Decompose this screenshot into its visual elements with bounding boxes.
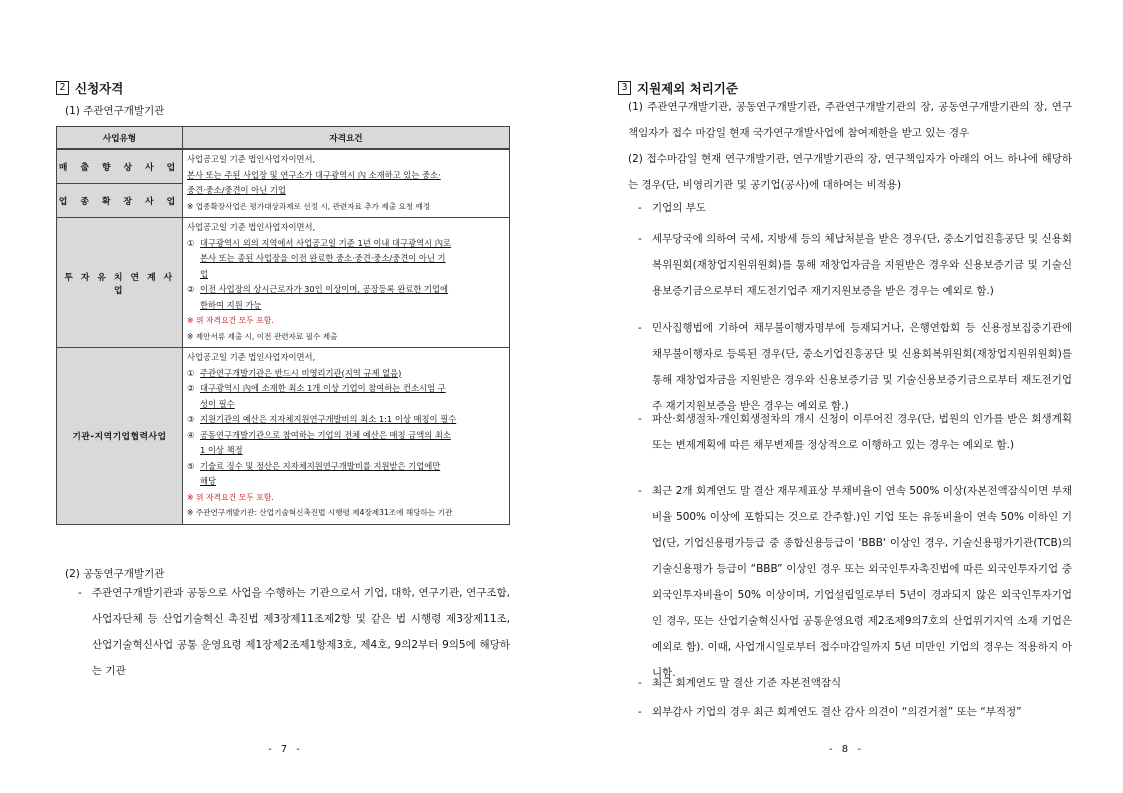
item-marker: ① — [187, 367, 195, 378]
dash-marker: - — [638, 202, 642, 214]
table-row — [57, 348, 510, 525]
item-line: 주관연구개발기관은 반드시 비영리기관(지역 규제 없음) — [200, 367, 402, 378]
type-institution-cooperation: 기관-지역기업협력사업 — [57, 348, 183, 525]
item-line: 성이 필수 — [200, 398, 235, 409]
type-business-expansion: 업 종 확 장 사 업 — [57, 184, 183, 218]
requirement-warning: ※ 위 자격요건 모두 포함. — [187, 316, 274, 325]
requirements-cell — [183, 218, 510, 348]
subheading-joint-institution: (2) 공동연구개발기관 — [65, 568, 165, 580]
dash-marker: - — [78, 587, 82, 599]
requirement-intro: 사업공고일 기준 법인사업자이면서, — [187, 352, 316, 362]
subitem-text: 외부감사 기업의 경우 최근 회계연도 결산 감사 의견이 “의견거절” 또는 “부적정” — [652, 706, 1022, 718]
section-heading — [56, 79, 123, 97]
subheading-lead-institution: (1) 주관연구개발기관 — [65, 105, 165, 117]
dash-marker: - — [638, 322, 642, 334]
subitem-text: 최근 회계연도 말 결산 기준 자본전액잠식 — [652, 677, 842, 689]
subitem-text: 민사집행법에 기하여 채무불이행자명부에 등재되거나, 은행연합회 등 신용정보집중기관에 채무불이행자로 등록된 경우(단, 중소기업진흥공단 및 신용회복위원회(재창업지원위원회)를 통해 재창업자금을 지원받은 경우와 신용보증기금 및 기술신용보증기금으로부터 재도전기업주 재기지원보증을 받은 경우는 예외로 함.) — [652, 322, 1072, 412]
requirement-warning: ※ 위 자격요건 모두 포함. — [187, 492, 274, 502]
section-title: 지원제외 처리기준 — [637, 81, 738, 96]
requirement-line: 사업공고일 기준 법인사업자이면서, — [187, 154, 316, 164]
section-number: 2 — [56, 81, 69, 95]
exclusion-subitem — [638, 699, 1072, 725]
item-line: 해당 — [200, 476, 217, 486]
item-line: 기술료 징수 및 정산은 지자체지원연구개발비를 지원받은 기업에만 — [200, 460, 441, 471]
exclusion-subitem — [638, 315, 1072, 419]
item-marker: ② — [187, 284, 195, 294]
page-number: - 8 - — [829, 744, 864, 755]
subitem-text: 최근 2개 회계연도 말 결산 재무제표상 부채비율이 연속 500% 이상(자본전액잠식이면 부채비율 500% 이상에 포함되는 것으로 간주함.)인 기업 또는 유동비율이 연속 50% 이하인 기업(단, 기업신용평가등급 중 종합신용등급이 'BBB' 이상인 경우, 기술신용평가기관(TCB)의 기술신용평가 등급이 “BBB” 이상인 경우 또는 외국인투자촉진법에 따른 외국인투자기업 중 외국인투자비율이 50% 이상이며, 기업설립일로부터 5년이 경과되지 않은 외국인투자기업인 경우, 또는 산업기술혁신사업 공통운영요령 제2조제9의7호의 산업위기지역 소재 기업은 예외로 함). 이때, 사업개시일로부터 접수마감일까지 5년 미만인 기업의 경우는 적용하지 아니함. — [652, 485, 1072, 679]
requirement-item — [187, 459, 505, 490]
requirement-item — [187, 282, 505, 313]
requirement-item — [187, 428, 505, 459]
requirement-note: ※ 업종확장사업은 평가대상과제로 선정 시, 관련자료 추가 제출 요청 예정 — [187, 201, 431, 211]
requirement-intro: 사업공고일 기준 법인사업자이면서, — [187, 222, 316, 232]
exclusion-subitem — [638, 670, 1072, 696]
item-line: 대구광역시 외의 지역에서 사업공고일 기준 1년 이내 대구광역시 內로 — [200, 237, 452, 248]
exclusion-subitem — [638, 406, 1072, 458]
page-7 — [0, 0, 561, 793]
dash-marker: - — [638, 677, 642, 689]
item-line: 1 이상 책정 — [200, 445, 243, 455]
table-row — [57, 218, 510, 348]
dash-marker: - — [638, 706, 642, 718]
item-line: 지원기관의 예산은 지자체지원연구개발비의 최소 1:1 이상 매칭이 필수 — [200, 414, 457, 424]
description-text: 주관연구개발기관과 공동으로 사업을 수행하는 기관으로서 기업, 대학, 연구기관, 연구조합, 사업자단체 등 산업기술혁신 촉진법 제3장제11조제2항 및 같은 법 시행령 제3장제11조, 산업기술혁신사업 공통 운영요령 제1장제2조제1항제3호, 제4호, 9의2부터 9의5에 해당하는 기관 — [92, 587, 510, 677]
item-marker: ③ — [187, 414, 195, 424]
requirement-note: ※ 주관연구개발기관: 산업기술혁신촉진법 시행령 제4장제31조에 해당하는 기관 — [187, 508, 453, 517]
type-investment-linked: 투 자 유 치 연 계 사 업 — [57, 218, 183, 348]
requirement-item — [187, 236, 505, 283]
exclusion-subitem — [638, 478, 1072, 686]
type-sales-improvement: 매 출 향 상 사 업 — [57, 149, 183, 184]
requirements-cell — [183, 149, 510, 218]
table-row — [57, 149, 510, 184]
section-title: 신청자격 — [75, 81, 124, 96]
requirement-note: ※ 제안서류 제출 시, 이전 관련자료 필수 제출 — [187, 331, 338, 341]
item-line: 이전 사업장의 상시근로자가 30인 이상이며, 공장등록 완료한 기업에 — [200, 284, 449, 294]
requirement-item — [187, 412, 505, 428]
item-line: 한하여 지원 가능 — [200, 299, 262, 310]
item-marker: ④ — [187, 429, 195, 440]
exclusion-subitem — [638, 226, 1072, 304]
exclusion-item-2: (2) 접수마감일 현재 연구개발기관, 연구개발기관의 장, 연구책임자가 아래의 어느 하나에 해당하는 경우(단, 비영리기관 및 공기업(공사)에 대하여는 비적용) — [628, 153, 1072, 191]
joint-institution-description — [78, 580, 510, 684]
subitem-text: 세무당국에 의하여 국세, 지방세 등의 체납처분을 받은 경우(단, 중소기업진흥공단 및 신용회복위원회(재창업지원위원회)를 통해 재창업자금을 지원받은 경우와 신용보증기금 및 기술신용보증기금으로부터 재도전기업주 재기지원보증을 받은 경우는 예외로 함.) — [652, 233, 1072, 297]
dash-marker: - — [638, 413, 642, 425]
item-line: 공동연구개발기관으로 참여하는 기업의 전체 예산은 매칭 금액의 최소 — [200, 429, 451, 440]
requirement-item — [187, 381, 505, 412]
item-marker: ① — [187, 237, 195, 248]
dash-marker: - — [638, 233, 642, 245]
dash-marker: - — [638, 485, 642, 497]
requirements-cell — [183, 348, 510, 525]
subitem-text: 기업의 부도 — [652, 202, 707, 214]
exclusion-subitem — [638, 195, 1072, 221]
exclusion-item-1: (1) 주관연구개발기관, 공동연구개발기관, 주관연구개발기관의 장, 공동연구개발기관의 장, 연구책임자가 접수 마감일 현재 국가연구개발사업에 참여제한을 받고 있는 경우 — [628, 101, 1072, 139]
section-number: 3 — [618, 81, 631, 95]
header-business-type: 사업유형 — [57, 127, 183, 150]
header-requirements: 자격요건 — [183, 127, 510, 150]
page-number: - 7 - — [268, 744, 303, 755]
item-line: 업 — [200, 268, 209, 279]
page-8 — [561, 0, 1123, 793]
item-line: 대구광역시 內에 소재한 최소 1개 이상 기업이 참여하는 컨소시엄 구 — [200, 383, 446, 393]
item-marker: ② — [187, 383, 195, 393]
requirement-line: 본사 또는 주된 사업장 및 연구소가 대구광역시 內 소재하고 있는 중소· — [187, 169, 441, 180]
requirement-item — [187, 366, 505, 382]
eligibility-table — [56, 126, 510, 525]
item-marker: ⑤ — [187, 460, 195, 471]
requirement-line: 중견·중소/중견이 아닌 기업 — [187, 185, 286, 195]
item-line: 본사 또는 종된 사업장을 이전 완료한 중소·중견·중소/중견이 아닌 기 — [200, 253, 446, 263]
subitem-text: 파산·회생절차·개인회생절차의 개시 신청이 이루어진 경우(단, 법원의 인가를 받은 회생계획 또는 변제계획에 따른 채무변제를 정상적으로 이행하고 있는 경우는 예외로 함.) — [652, 413, 1072, 451]
